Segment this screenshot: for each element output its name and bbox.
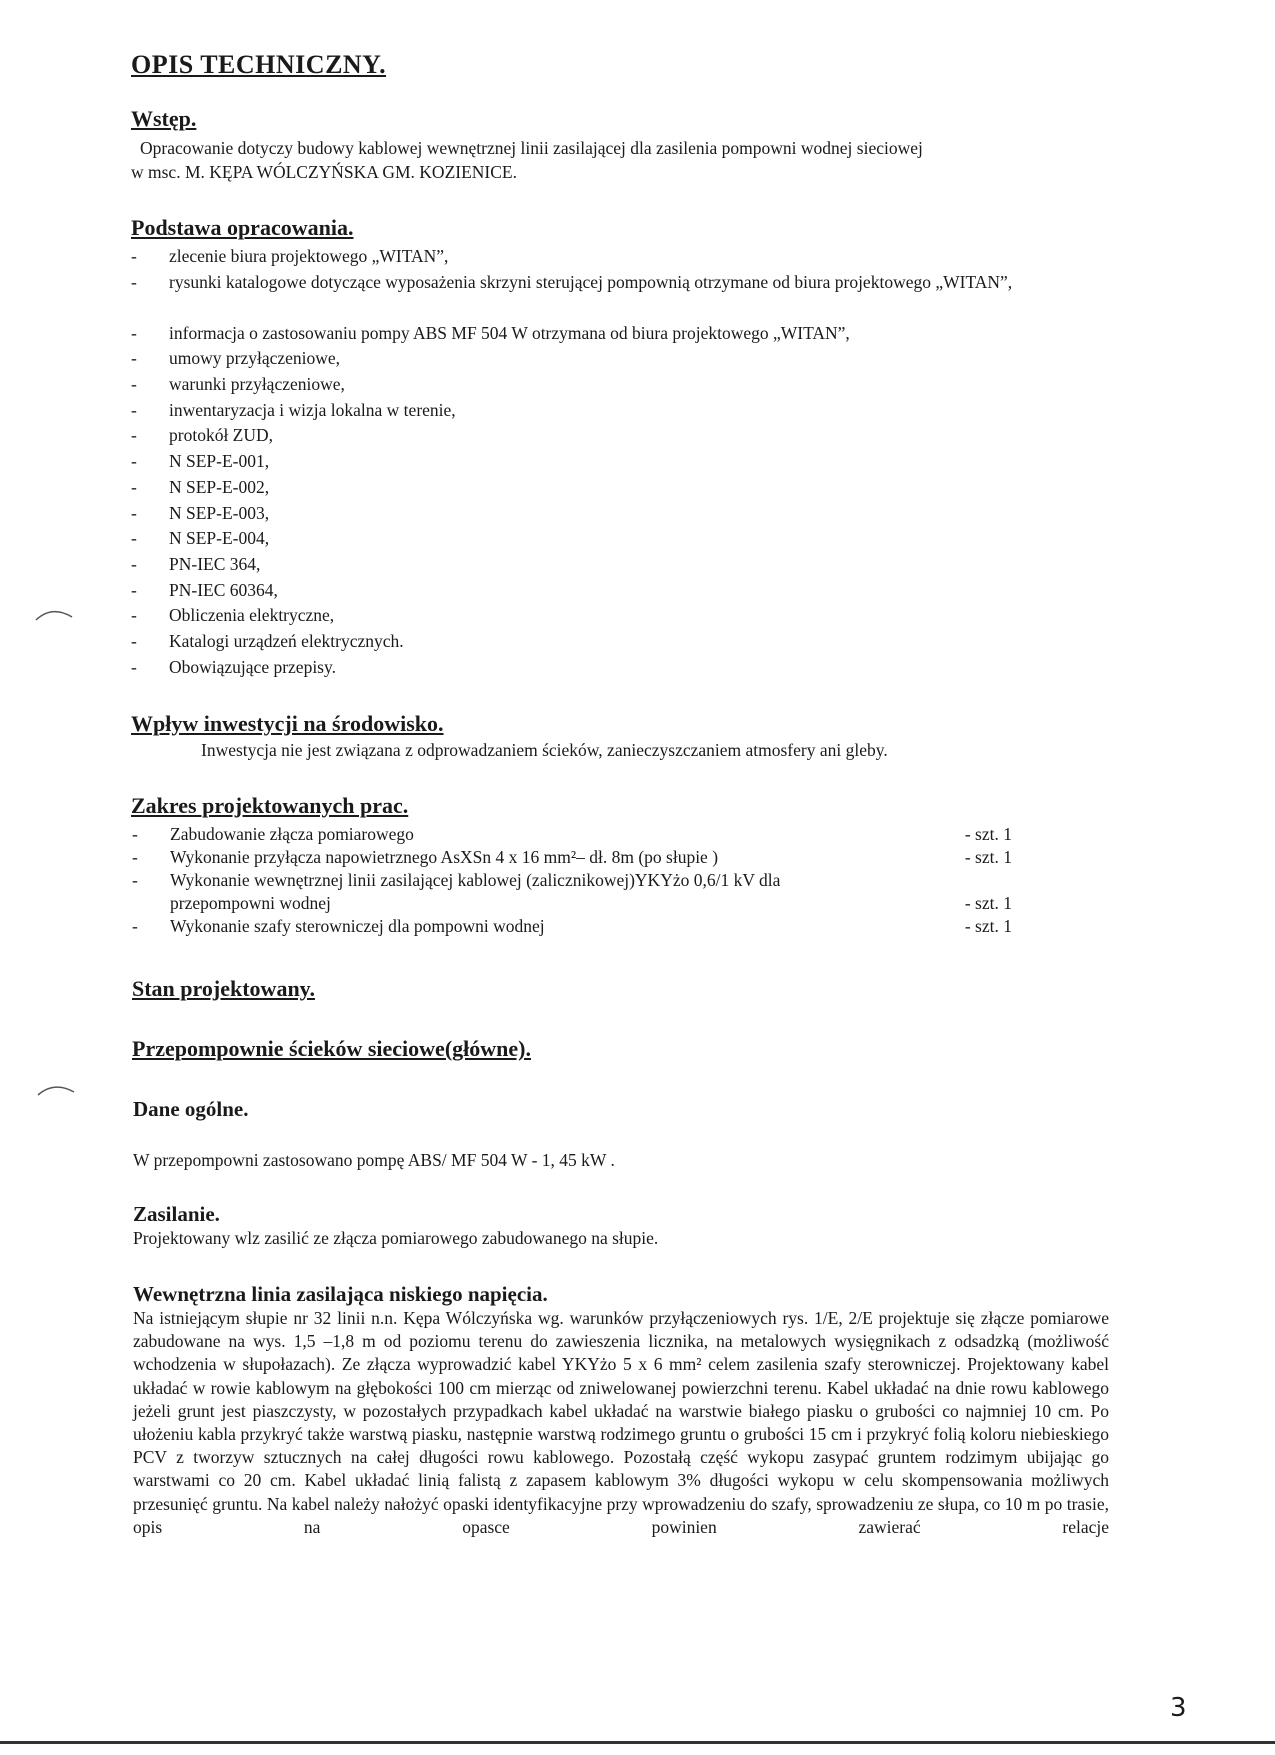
basis-item bbox=[131, 270, 1169, 321]
list-dash: - bbox=[131, 605, 137, 626]
basis-heading: Podstawa opracowania. bbox=[131, 215, 354, 240]
page-number: 3 bbox=[1170, 1693, 1187, 1723]
basis-item-text: N SEP-E-004, bbox=[169, 528, 270, 549]
basis-item-text: rysunki katalogowe dotyczące wyposażenia skrzyni sterującej pompownią otrzymane od biura projektowego „WITAN”, bbox=[169, 271, 1013, 292]
general-heading: Dane ogólne. bbox=[133, 1097, 249, 1121]
scan-edge-line bbox=[0, 1741, 1275, 1744]
list-dash: - bbox=[131, 476, 137, 497]
basis-item-text: N SEP-E-003, bbox=[169, 502, 270, 523]
basis-item bbox=[131, 526, 1169, 552]
general-text: W przepompowni zastosowano pompę ABS/ MF 504 W - 1, 45 kW . bbox=[133, 1150, 615, 1170]
scope-row-text: Wykonanie szafy sterowniczej dla pompowni wodnej bbox=[170, 916, 545, 936]
basis-item-text: zlecenie biura projektowego „WITAN”, bbox=[169, 246, 449, 266]
basis-item-text: N SEP-E-001, bbox=[169, 451, 270, 472]
scope-list bbox=[132, 823, 1012, 938]
scan-mark-lower bbox=[34, 1077, 78, 1099]
list-dash: - bbox=[131, 348, 137, 369]
list-dash: - bbox=[131, 656, 137, 677]
scope-row bbox=[132, 846, 1012, 869]
list-dash: - bbox=[132, 847, 138, 867]
basis-item-text: Obliczenia elektryczne, bbox=[169, 605, 335, 626]
scope-row-quantity: - szt. 1 bbox=[964, 824, 1012, 844]
list-dash: - bbox=[131, 502, 137, 523]
list-dash: - bbox=[131, 374, 137, 395]
basis-item bbox=[131, 449, 1169, 475]
list-dash: - bbox=[131, 425, 137, 446]
design-state-heading: Stan projektowany. bbox=[132, 976, 315, 1001]
basis-item-text: PN-IEC 60364, bbox=[169, 579, 278, 600]
scope-row-quantity: - szt. 1 bbox=[964, 847, 1012, 867]
basis-item bbox=[131, 244, 1169, 270]
list-dash: - bbox=[131, 528, 137, 549]
basis-list bbox=[131, 244, 1169, 680]
list-dash: - bbox=[132, 824, 138, 844]
basis-item bbox=[131, 346, 1169, 372]
list-dash: - bbox=[132, 870, 138, 890]
intro-line-1: Opracowanie dotyczy budowy kablowej wewnętrznej linii zasilającej dla zasilenia pompowni wodnej sieciowej bbox=[140, 138, 923, 158]
basis-item-text: inwentaryzacja i wizja lokalna w terenie, bbox=[169, 399, 456, 420]
basis-item-text: Katalogi urządzeń elektrycznych. bbox=[169, 630, 404, 651]
basis-item bbox=[131, 655, 1169, 681]
basis-item bbox=[131, 423, 1169, 449]
environment-text: Inwestycja nie jest związana z odprowadzaniem ścieków, zanieczyszczaniem atmosfery ani gleby. bbox=[201, 740, 888, 760]
list-dash: - bbox=[131, 322, 137, 343]
supply-heading: Zasilanie. bbox=[133, 1202, 220, 1226]
environment-heading: Wpływ inwestycji na środowisko. bbox=[131, 711, 444, 736]
scope-row bbox=[132, 915, 1012, 938]
scope-row-quantity: - szt. 1 bbox=[964, 893, 1012, 913]
list-dash: - bbox=[131, 451, 137, 472]
pumping-heading: Przepompownie ścieków sieciowe(główne). bbox=[132, 1036, 531, 1061]
basis-item bbox=[131, 629, 1169, 655]
scope-row bbox=[132, 869, 1012, 915]
internal-line-text: Na istniejącym słupie nr 32 linii n.n. Kępa Wólczyńska wg. warunków przyłączeniowych rys. 1/E, 2/E projektuje się złącze pomiarowe zabudowane na wys. 1,5 –1,8 m od poziomu terenu do zawieszenia licznika, na metalowych wysięgnikach z odsadzką (możliwość wchodzenia w słupołazach). Ze złącza wyprowadzić kabel YKYżo 5 x 6 mm² celem zasilenia szafy sterowniczej. Projektowany kabel układać w rowie kablowym na głębokości 100 cm mierząc od zniwelowanej powierzchni terenu. Kabel układać na dnie rowu kablowego jeżeli grunt jest piaszczysty, w pozostałych przypadkach kabel układać na warstwie białego piasku o grubości co najmniej 10 cm. Po ułożeniu kabla przykryć także warstwą piasku, następnie warstwą rodzimego gruntu o grubości 15 cm i przykryć folią koloru niebieskiego PCV z tworzyw sztucznych na całej długości rowu kablowego. Pozostałą część wykopu zasypać gruntem rodzimym ubijając go warstwami co 20 cm. Kabel układać linią falistą z zapasem kablowym 3% długości wykopu w celu skompensowania możliwych przesunięć gruntu. Na kabel należy nałożyć opaski identyfikacyjne przy wprowadzeniu do szafy, sprowadzeniu ze słupa, co 10 m po trasie, opis na opasce powinien zawierać relacje bbox=[133, 1308, 1109, 1537]
basis-item bbox=[131, 603, 1169, 629]
basis-item bbox=[131, 578, 1169, 604]
basis-item-text: warunki przyłączeniowe, bbox=[169, 374, 345, 395]
scope-row bbox=[132, 823, 1012, 846]
basis-item-text: N SEP-E-002, bbox=[169, 476, 270, 497]
internal-line-heading: Wewnętrzna linia zasilająca niskiego napięcia. bbox=[133, 1282, 548, 1306]
scan-mark-upper bbox=[32, 603, 76, 625]
scope-row-text: Wykonanie wewnętrznej linii zasilającej kablowej (zalicznikowej)YKYżo 0,6/1 kV dla przepompowni wodnej bbox=[170, 870, 781, 913]
scope-row-text: Wykonanie przyłącza napowietrznego AsXSn 4 x 16 mm²– dł. 8m (po słupie ) bbox=[170, 847, 719, 867]
scope-row-quantity: - szt. 1 bbox=[964, 916, 1012, 936]
basis-item-text: protokół ZUD, bbox=[169, 425, 274, 446]
intro-line-2: w msc. M. KĘPA WÓLCZYŃSKA GM. KOZIENICE. bbox=[131, 162, 517, 182]
basis-item bbox=[131, 552, 1169, 578]
list-dash: - bbox=[131, 553, 137, 574]
basis-item bbox=[131, 475, 1169, 501]
list-dash: - bbox=[132, 916, 138, 936]
basis-item-text: informacja o zastosowaniu pompy ABS MF 504 W otrzymana od biura projektowego „WITAN”, bbox=[169, 322, 850, 343]
scope-row-text: Zabudowanie złącza pomiarowego bbox=[170, 824, 414, 844]
basis-item-text: PN-IEC 364, bbox=[169, 553, 261, 574]
basis-item bbox=[131, 321, 1169, 347]
basis-item bbox=[131, 501, 1169, 527]
document-title: OPIS TECHNICZNY. bbox=[131, 50, 387, 79]
basis-item-text: umowy przyłączeniowe, bbox=[169, 348, 341, 369]
basis-item-text: Obowiązujące przepisy. bbox=[169, 656, 336, 677]
scope-heading: Zakres projektowanych prac. bbox=[131, 793, 409, 818]
intro-heading: Wstęp. bbox=[131, 106, 197, 131]
basis-item bbox=[131, 372, 1169, 398]
basis-item bbox=[131, 398, 1169, 424]
list-dash: - bbox=[131, 271, 137, 292]
list-dash: - bbox=[131, 579, 137, 600]
list-dash: - bbox=[131, 246, 137, 266]
list-dash: - bbox=[131, 630, 137, 651]
supply-text: Projektowany wlz zasilić ze złącza pomiarowego zabudowanego na słupie. bbox=[133, 1228, 659, 1248]
list-dash: - bbox=[131, 399, 137, 420]
